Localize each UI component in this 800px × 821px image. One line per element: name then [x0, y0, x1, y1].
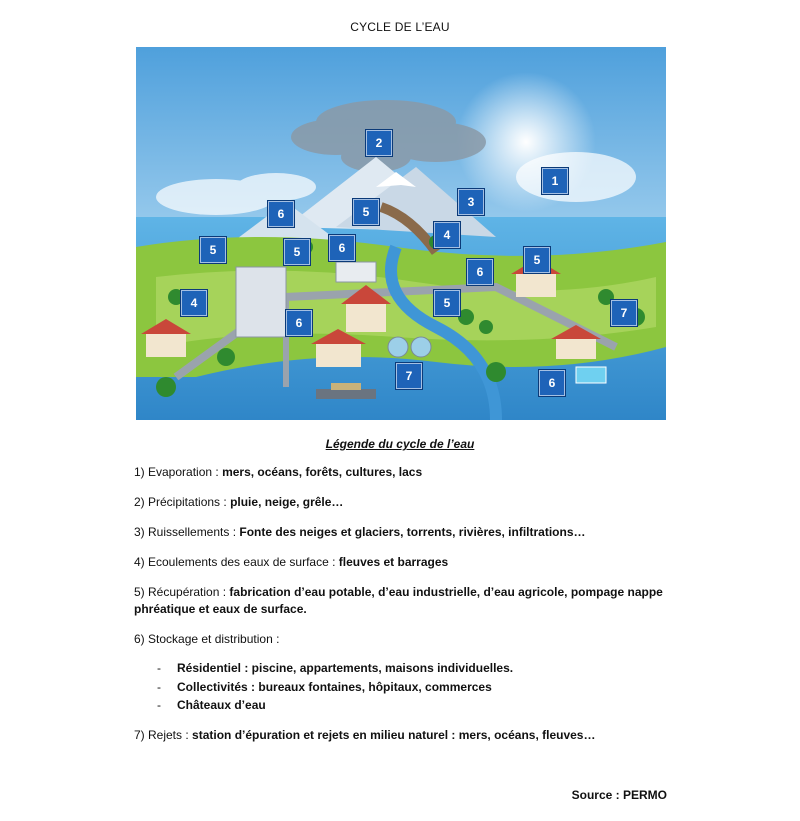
- cycle-badge-5: 5: [199, 236, 227, 264]
- legend-item-detail: fabrication d’eau potable, d’eau industrielle, d’eau agricole, pompage nappe phréatique et eaux de surface.: [134, 585, 663, 616]
- cycle-badge-5: 5: [523, 246, 551, 274]
- legend-item-label: 3) Ruissellements :: [134, 525, 237, 539]
- legend-subitem-water-towers: [157, 698, 266, 712]
- subitem-text: Châteaux d’eau: [177, 698, 266, 712]
- cycle-badge-5: 5: [433, 289, 461, 317]
- water-cycle-illustration: [136, 47, 666, 420]
- cycle-badge-1: 1: [541, 167, 569, 195]
- legend-item-label: 1) Evaporation :: [134, 465, 219, 479]
- legend-title: Légende du cycle de l’eau: [325, 437, 475, 451]
- legend-item-4: [134, 554, 674, 571]
- legend-item-detail: pluie, neige, grêle…: [230, 495, 344, 509]
- legend-item-detail: mers, océans, forêts, cultures, lacs: [222, 465, 423, 479]
- legend-item-1: [134, 464, 674, 481]
- cycle-badge-4: 4: [433, 221, 461, 249]
- legend-item-label: 2) Précipitations :: [134, 495, 227, 509]
- cycle-badge-5: 5: [283, 238, 311, 266]
- subitem-text: Collectivités : bureaux fontaines, hôpitaux, commerces: [177, 680, 492, 694]
- cycle-badge-2: 2: [365, 129, 393, 157]
- list-dash: -: [157, 698, 161, 712]
- cycle-badge-6: 6: [267, 200, 295, 228]
- legend-item-label: 4) Ecoulements des eaux de surface :: [134, 555, 336, 569]
- cycle-badge-7: 7: [610, 299, 638, 327]
- cycle-badge-7: 7: [395, 362, 423, 390]
- cycle-badge-6: 6: [328, 234, 356, 262]
- legend-item-2: [134, 494, 674, 511]
- cycle-badge-6: 6: [538, 369, 566, 397]
- legend-subitem-residential: [157, 661, 513, 675]
- legend-item-5: [134, 584, 674, 618]
- legend-item-3: [134, 524, 674, 541]
- legend-item-detail: fleuves et barrages: [338, 555, 449, 569]
- page-title: CYCLE DE L’EAU: [350, 20, 450, 34]
- cycle-badge-4: 4: [180, 289, 208, 317]
- legend-item-7: [134, 727, 674, 744]
- cycle-badge-5: 5: [352, 198, 380, 226]
- cycle-badge-6: 6: [285, 309, 313, 337]
- list-dash: -: [157, 680, 161, 694]
- legend-item-detail: Fonte des neiges et glaciers, torrents, rivières, infiltrations…: [239, 525, 586, 539]
- legend-item-6: [134, 631, 674, 648]
- legend-item-detail: station d’épuration et rejets en milieu naturel : mers, océans, fleuves…: [192, 728, 596, 742]
- list-dash: -: [157, 661, 161, 675]
- legend-item-label: 7) Rejets :: [134, 728, 189, 742]
- legend-subitem-collectivities: [157, 680, 492, 694]
- legend-item-label: 6) Stockage et distribution :: [134, 632, 280, 646]
- cycle-badge-3: 3: [457, 188, 485, 216]
- subitem-text: Résidentiel : piscine, appartements, maisons individuelles.: [177, 661, 514, 675]
- source-credit: Source : PERMO: [571, 788, 667, 802]
- cycle-badge-6: 6: [466, 258, 494, 286]
- legend-item-label: 5) Récupération :: [134, 585, 227, 599]
